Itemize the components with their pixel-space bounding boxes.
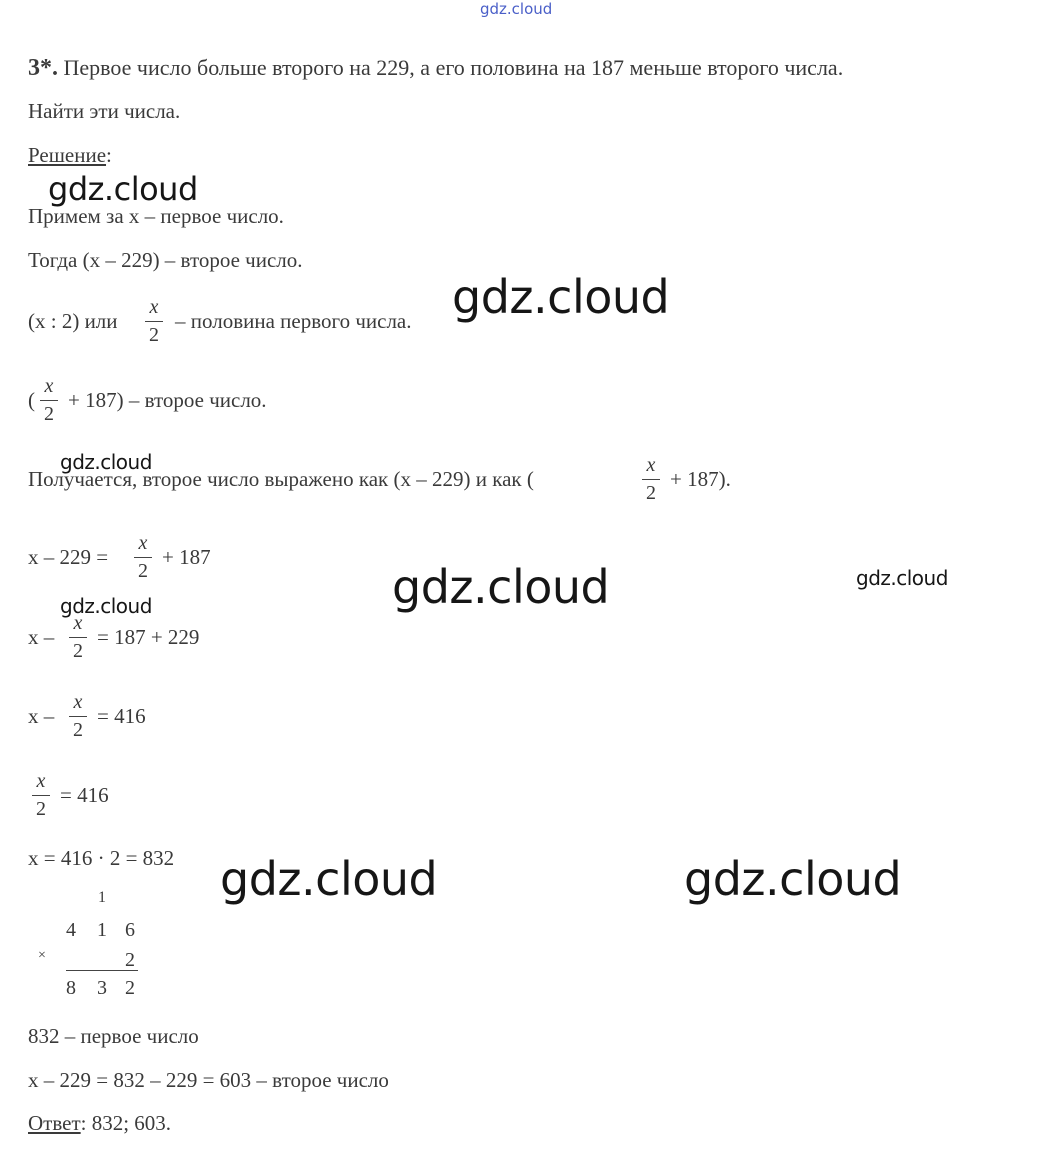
equation-1a: x – 229 = [28, 545, 109, 569]
watermark: gdz.cloud [392, 560, 610, 614]
fraction-denominator: 2 [646, 482, 656, 504]
line-5b: + 187). [670, 467, 731, 491]
fraction-denominator: 2 [73, 719, 83, 741]
fraction-bar [40, 400, 58, 401]
equation-5: x = 416 · 2 = 832 [28, 846, 175, 870]
solution-label: Решение [28, 143, 107, 167]
fraction [38, 376, 60, 426]
fraction-bar [32, 795, 50, 796]
fraction-numerator: x [44, 375, 54, 397]
top-digit: 1 [97, 919, 107, 941]
fraction-denominator: 2 [36, 798, 46, 820]
watermark: gdz.cloud [684, 852, 902, 906]
fraction-numerator: x [73, 612, 83, 634]
result-1: 832 – первое число [28, 1024, 199, 1048]
fraction-bar [145, 321, 163, 322]
fraction [640, 455, 662, 505]
solution-heading [28, 145, 112, 166]
solution-colon: : [106, 143, 112, 167]
top-digit: 4 [66, 919, 76, 941]
fraction-bar [69, 637, 87, 638]
line-1: Примем за x – первое число. [28, 204, 284, 228]
problem-number: 3*. [28, 55, 58, 81]
problem-text-2: Найти эти числа. [28, 99, 181, 123]
multiplier-digit: 2 [125, 949, 135, 971]
result-digit: 8 [66, 977, 76, 999]
fraction [132, 533, 154, 583]
fraction [30, 771, 52, 821]
multiplication-line [66, 970, 138, 971]
fraction-bar [69, 716, 87, 717]
fraction-denominator: 2 [44, 403, 54, 425]
fraction [143, 297, 165, 347]
fraction-numerator: x [36, 770, 46, 792]
line-4a: ( [28, 388, 35, 412]
answer-value: : 832; 603. [80, 1111, 172, 1135]
line-2: Тогда (x – 229) – второе число. [28, 248, 303, 272]
problem-text: Первое число больше второго на 229, а его половина на 187 меньше второго числа. [63, 55, 844, 80]
watermark: gdz.cloud [60, 594, 152, 618]
fraction-denominator: 2 [138, 560, 148, 582]
watermark: gdz.cloud [452, 270, 670, 324]
equation-4b: = 416 [60, 783, 109, 807]
watermark: gdz.cloud [856, 566, 948, 590]
equation-2a: x – [28, 625, 55, 649]
equation-3b: = 416 [97, 704, 146, 728]
watermark-top: gdz.cloud [480, 0, 553, 18]
equation-1b: + 187 [162, 545, 211, 569]
fraction-numerator: x [149, 296, 159, 318]
fraction-numerator: x [73, 691, 83, 713]
line-3b: – половина первого числа. [175, 309, 412, 333]
equation-2b: = 187 + 229 [97, 625, 200, 649]
top-digit: 6 [125, 919, 135, 941]
watermark: gdz.cloud [60, 450, 152, 474]
fraction-bar [642, 479, 660, 480]
carry-digit: 1 [98, 889, 106, 906]
line-5a: Получается, второе число выражено как (x – 229) и как ( [28, 467, 534, 491]
result-2: x – 229 = 832 – 229 = 603 – второе число [28, 1068, 389, 1092]
equation-3a: x – [28, 704, 55, 728]
fraction-numerator: x [646, 454, 656, 476]
fraction [67, 613, 89, 663]
result-digit: 3 [97, 977, 107, 999]
problem-statement [28, 56, 843, 80]
fraction-bar [134, 557, 152, 558]
fraction-denominator: 2 [73, 640, 83, 662]
result-digit: 2 [125, 977, 135, 999]
watermark: gdz.cloud [48, 170, 198, 208]
fraction-denominator: 2 [149, 324, 159, 346]
fraction-numerator: x [138, 532, 148, 554]
multiply-sign: × [38, 948, 46, 963]
watermark: gdz.cloud [220, 852, 438, 906]
line-3a: (x : 2) или [28, 309, 118, 333]
line-4b: + 187) – второе число. [68, 388, 267, 412]
answer-line [28, 1113, 171, 1134]
answer-label: Ответ [28, 1111, 81, 1135]
fraction [67, 692, 89, 742]
